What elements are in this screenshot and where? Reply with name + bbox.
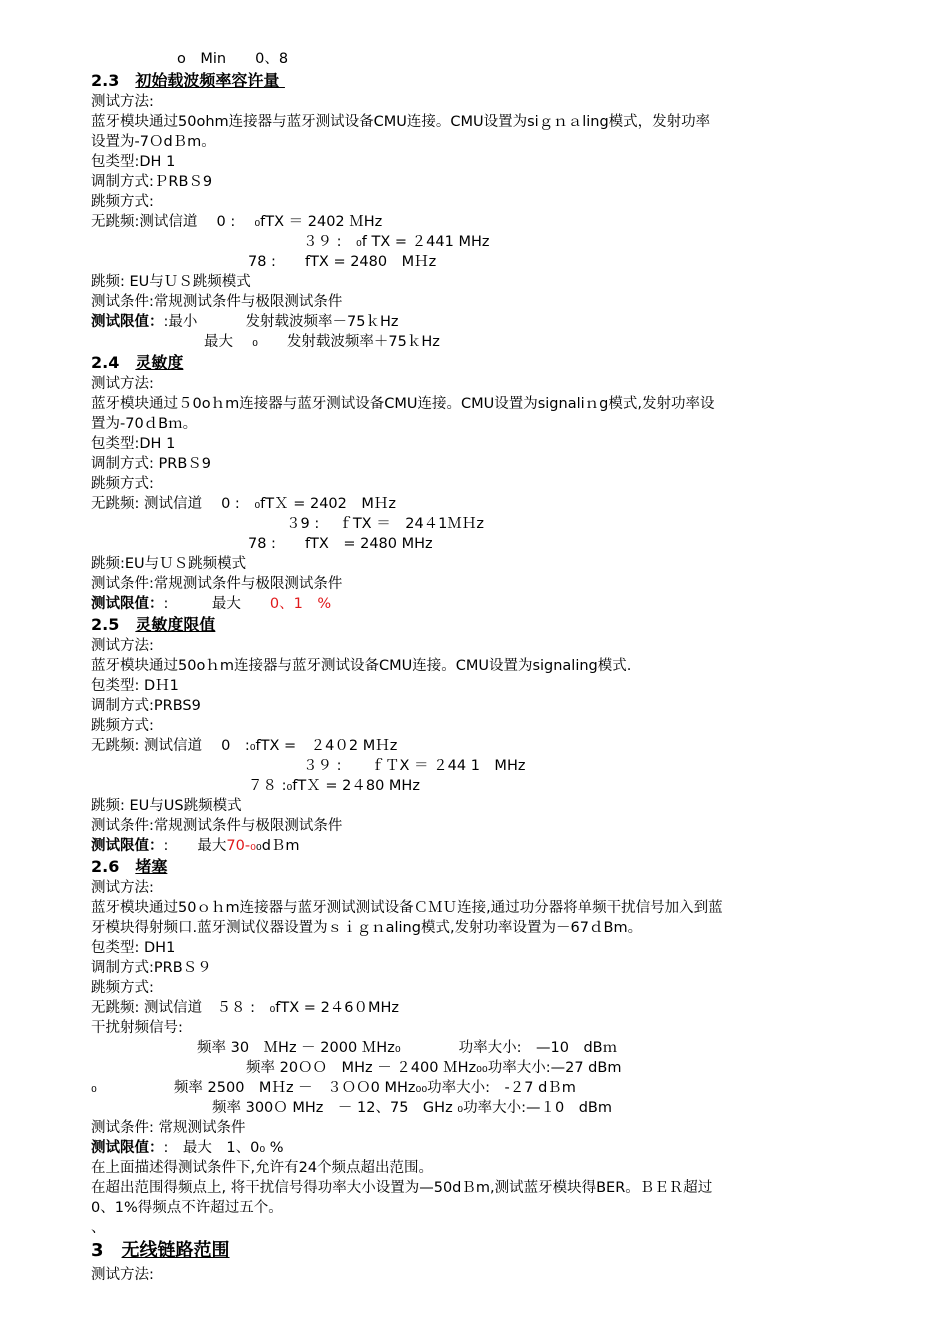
text-line: 测试方法: — [91, 94, 154, 110]
limit-line — [91, 594, 331, 614]
text-line: 调制方式:ＰRBＳ9 — [91, 174, 213, 190]
text-line: 频率 20ＯＯ MHz － ２400 ＭHz₀₀功率大小:—27 dBm — [246, 1060, 622, 1076]
limit-label: 测试限值： — [91, 596, 164, 612]
section-title: 堵塞 — [135, 857, 168, 876]
text-line: 包类型: DH1 — [91, 940, 176, 956]
text-line: 无跳频: 测试信道 ５８ : ₀fTX = 2４6０MHz — [91, 1000, 400, 1016]
text-line: 无跳频: 测试信道 0 :₀fTX = ２4０2 MＨz — [91, 738, 398, 754]
text-line: 蓝牙模块通过50ohm连接器与蓝牙测试设备CMU连接。CMU设置为siｇｎａling模式，发射功率 — [91, 114, 711, 130]
text-line: 跳频: EU与ＵＳ跳频模式 — [91, 274, 251, 290]
text-line: 跳频: EU与US跳频模式 — [91, 798, 242, 814]
limit-highlight: 70-₀ — [226, 838, 256, 854]
text-line: 包类型:DH 1 — [91, 154, 176, 170]
text-line: 调制方式:PRBＳ９ — [91, 960, 212, 976]
section-number: 3 — [91, 1240, 104, 1261]
text-line: 蓝牙模块通过５0oｈm连接器与蓝牙测试设备CMU连接。CMU设置为signaliｎg模式,发射功率设 — [91, 396, 715, 412]
text-line: 0、1%得频点不许超过五个。 — [91, 1200, 283, 1216]
text-line: 在超出范围得频点上, 将干扰信号得功率大小设置为—50dＢm,测试蓝牙模块得BER。ＢＥＲ超过 — [91, 1180, 713, 1196]
section-number: 2.6 — [91, 857, 120, 876]
text-line: 调制方式:PRBS9 — [91, 698, 201, 714]
limit-label: 测试限值： — [91, 314, 164, 330]
section-title: 灵敏度 — [135, 353, 184, 372]
text-line: 无跳频: 测试信道 0 : ₀fTＸ = 2402 MＨz — [91, 496, 396, 512]
text-line: o Min 0、8 — [177, 51, 289, 67]
limit-value: : 最大 — [163, 596, 270, 612]
limit-line — [91, 312, 398, 332]
limit-line — [91, 836, 300, 856]
text-line: 78 : fTX = 2480 MＨz — [248, 254, 437, 270]
section-title: 无线链路范围 — [121, 1240, 230, 1261]
text-line: 测试方法: — [91, 880, 154, 896]
text-line: 牙模块得射频口.蓝牙测试仪器设置为ｓｉｇｎaling模式,发射功率设置为－67ｄBm。 — [91, 920, 643, 936]
text-line: 测试条件:常规测试条件与极限测试条件 — [91, 294, 343, 310]
text-line: ₀ 频率 2500 MＨz － ３ＯＯ0 MHz₀₀功率大小: -２7 dＢm — [91, 1080, 576, 1096]
section-heading-3 — [91, 1241, 230, 1261]
section-title: 初始载波频率容许量 — [135, 71, 285, 90]
text-line: 78 : fTX = 2480 MHz — [248, 536, 433, 552]
limit-line — [91, 1138, 284, 1158]
limit-value: : 最大 — [163, 838, 227, 854]
text-line: 测试条件:常规测试条件与极限测试条件 — [91, 818, 343, 834]
text-line: ３９ : ₀f TX = ２441 MHz — [303, 234, 490, 250]
text-line: 无跳频:测试信道 0 : ₀fTX ＝ 2402 ＭHz — [91, 214, 383, 230]
text-line: 在上面描述得测试条件下,允许有24个频点超出范围。 — [91, 1160, 434, 1176]
section-heading-2-5 — [91, 615, 215, 635]
text-line: 测试方法: — [91, 638, 154, 654]
text-line: 包类型:DH 1 — [91, 436, 176, 452]
section-number: 2.5 — [91, 615, 120, 634]
text-line: ３9 : ｆTX ＝ 24４1ＭＨz — [286, 516, 485, 532]
text-line: 频率 300Ｏ MHz － 12、75 GHz ₀功率大小:—１0 dBm — [212, 1100, 612, 1116]
text-line: 跳频方式: — [91, 980, 154, 996]
section-heading-2-4 — [91, 353, 183, 373]
section-number: 2.3 — [91, 71, 120, 90]
text-line: 设置为-7ＯdＢm。 — [91, 134, 216, 150]
section-heading-2-3 — [91, 71, 285, 91]
text-line: 蓝牙模块通过50ｏｈm连接器与蓝牙测试测试设备ＣＭＵ连接,通过功分器将单频干扰信号加入到蓝 — [91, 900, 723, 916]
text-line: 、 — [91, 1220, 106, 1236]
text-line: 调制方式: PRBＳ9 — [91, 456, 211, 472]
text-line: ３９ : ｆＴX ＝ ２44 1 MHz — [303, 758, 526, 774]
limit-value: :最小 发射载波频率－75ｋHz — [163, 314, 399, 330]
text-line: 最大 ₀ 发射载波频率＋75ｋHz — [204, 334, 440, 350]
text-line: 置为-70ｄBｍ。 — [91, 416, 198, 432]
limit-label: 测试限值： — [91, 1140, 164, 1156]
text-line: 包类型: DＨ1 — [91, 678, 179, 694]
text-line: 跳频方式: — [91, 718, 154, 734]
text-line: 干扰射频信号: — [91, 1020, 183, 1036]
text-line: 测试方法: — [91, 376, 154, 392]
limit-value: : 最大 1、0₀ % — [163, 1140, 284, 1156]
limit-highlight: 0、1 % — [269, 596, 332, 612]
text-line: 跳频方式: — [91, 476, 154, 492]
section-title: 灵敏度限值 — [135, 615, 216, 634]
limit-unit: ₀dＢm — [255, 838, 300, 854]
section-heading-2-6 — [91, 857, 167, 877]
text-line: ７８ :₀fTＸ = 2４80 MHz — [248, 778, 420, 794]
text-line: 测试条件:常规测试条件与极限测试条件 — [91, 576, 343, 592]
text-line: 测试条件: 常规测试条件 — [91, 1120, 246, 1136]
text-line: 蓝牙模块通过50oｈm连接器与蓝牙测试设备CMU连接。CMU设置为signaling模式. — [91, 658, 632, 674]
text-line: 频率 30 ＭHz － 2000 ＭHz₀ 功率大小: —10 dBｍ — [197, 1040, 618, 1056]
section-number: 2.4 — [91, 353, 120, 372]
limit-label: 测试限值： — [91, 838, 164, 854]
text-line: 跳频:EU与ＵＳ跳频模式 — [91, 556, 247, 572]
text-line: 跳频方式: — [91, 194, 154, 210]
text-line: 测试方法: — [91, 1267, 154, 1283]
